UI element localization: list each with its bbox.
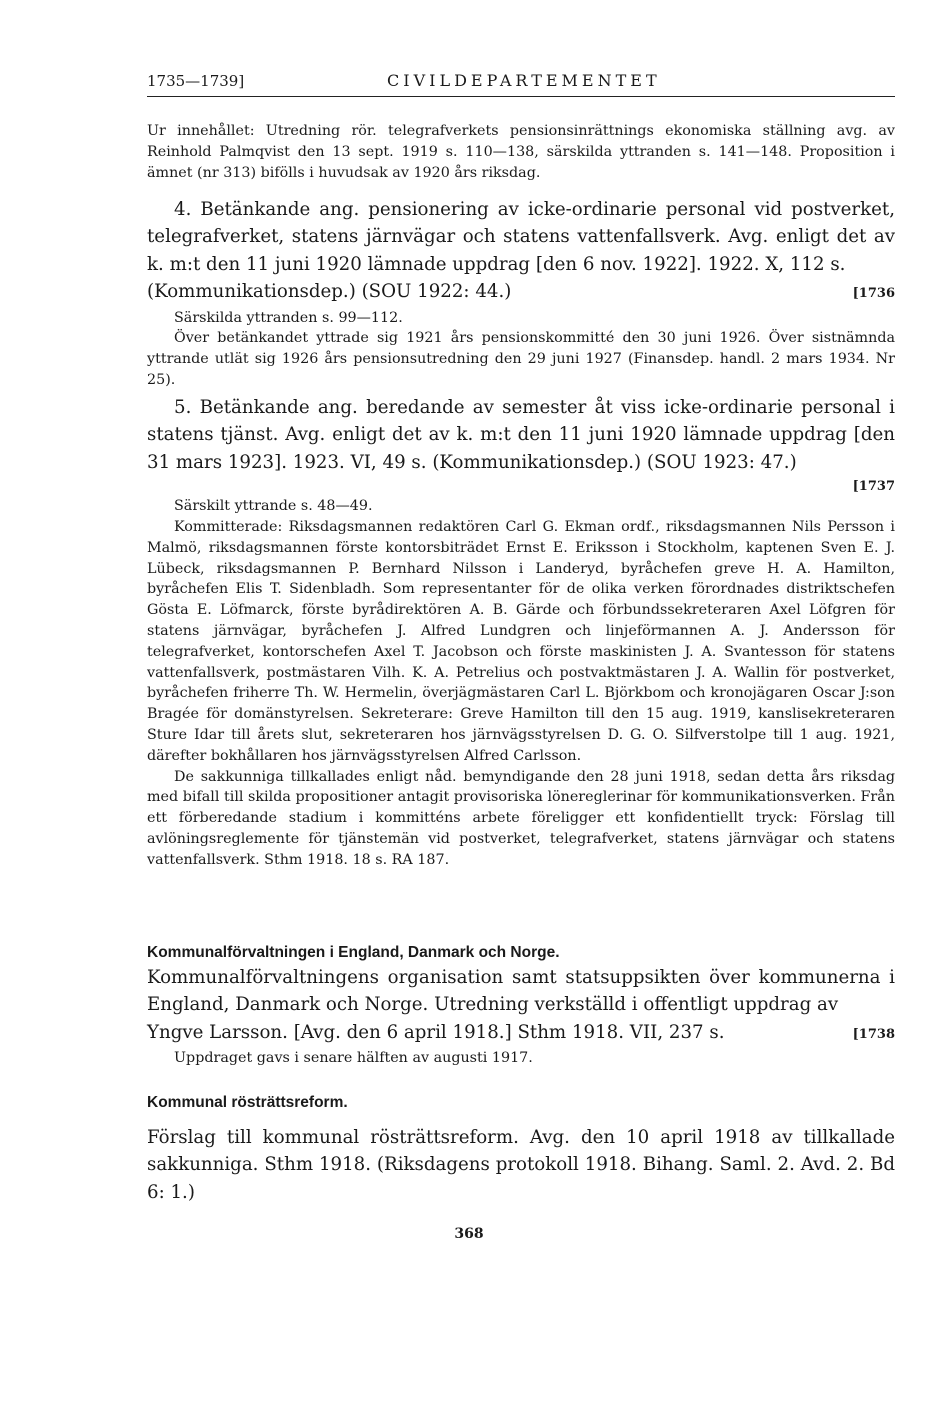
entry-5-text: 5. Betänkande ang. beredande av semester åt viss icke-ordinarie personal i statens tjänst. Avg. enligt det av k. m:t den 11 juni 1920 lämnade uppdrag [den 31 mars 1923]. 1923. VI, 49 s. (Kommunikationsdep.) (SOU 1923: 47.) bbox=[147, 397, 895, 473]
entry-4 bbox=[147, 196, 895, 391]
page-number: 368 bbox=[454, 1226, 484, 1242]
entry-4-last-row bbox=[147, 278, 895, 307]
entry-5-ref-row bbox=[147, 476, 895, 496]
intro-paragraph: Ur innehållet: Utredning rör. telegrafverkets pensionsinrättnings ekonomiska ställning avg. av Reinhold Palmqvist den 13 sept. 1919 s. 110—138, särskilda yttranden s. 141—148. Proposition i ämnet (nr 313) bifölls i huvudsak av 1920 års riksdag. bbox=[147, 123, 895, 181]
section-1-heading: Kommunalförvaltningen i England, Danmark och Norge. bbox=[147, 944, 560, 961]
entry-4-last-line: (Kommunikationsdep.) (SOU 1922: 44.) bbox=[147, 281, 512, 303]
department-title: CIVILDEPARTEMENTET bbox=[387, 71, 661, 90]
running-header bbox=[147, 71, 895, 97]
section-1 bbox=[147, 964, 895, 1069]
section-1-last-row bbox=[147, 1019, 895, 1048]
section-1-last-line: Yngve Larsson. [Avg. den 6 april 1918.] Sthm 1918. VII, 237 s. bbox=[147, 1021, 725, 1043]
entry-5-note1: Särskilt yttrande s. 48—49. bbox=[174, 498, 373, 515]
section-2-text: Förslag till kommunal rösträttsreform. Avg. den 10 april 1918 av tillkallade sakkunniga. Sthm 1918. (Riksdagens protokoll 1918. Bihang. Saml. 2. Avd. 2. Bd 6: 1.) bbox=[147, 1127, 895, 1203]
entry-5-note2: Kommitterade: Riksdagsmannen redaktören Carl G. Ekman ordf., riksdagsmannen Nils Persson i Malmö, riksdagsmannen förste kontorsbiträdet Ernst E. Eriksson i Stockholm, kaptenen Sven E. J. Lübeck, riksdagsmannen P. Bernhard Nilsson i Landeryd, byråchefen greve H. A. Hamilton, byråchefen Elis T. Sidenbladh. Som representanter för de olika verken förordnades distriktschefen Gösta E. Löfmarck, förste byrådirektören A. B. Gärde och förbundssekreteraren Axel Löfgren för statens järnvägar, byråchefen J. Alfred Lundgren och linjeförmannen A. J. Andersson för telegrafverket, kontorschefen Axel T. Jacobson och förste maskinisten J. A. Svantesson för statens vattenfallsverk, postmästaren Vilh. K. A. Petrelius och postvaktmästaren J. A. Wallin för postverket, byråchefen friherre Th. W. Hermelin, överjägmästaren Carl L. Björkbom och kronojägaren Oscar J:son Bragée för domänstyrelsen. Sekreterare: Greve Hamilton till den 15 aug. 1919, kanslisekreteraren Sture Idar till årets slut, sekreteraren hos järnvägsstyrelsen D. G. O. Silfverstolpe till 1 aug. 1921, därefter bokhållaren hos järnvägsstyrelsen Alfred Carlsson. bbox=[147, 519, 895, 764]
section-1-ref: [1738 bbox=[852, 1026, 895, 1042]
entry-5-ref: [1737 bbox=[852, 479, 895, 495]
entry-4-note2: Över betänkandet yttrade sig 1921 års pensionskommitté den 30 juni 1926. Över sistnämnda yttrande utlät sig 1926 års pensionsutredning den 29 juni 1927 (Finansdep. handl. 2 mars 1934. Nr 25). bbox=[147, 330, 895, 389]
entry-4-note1: Särskilda yttranden s. 99—112. bbox=[174, 309, 403, 326]
entry-range: 1735—1739] bbox=[147, 72, 245, 90]
entry-4-text: 4. Betänkande ang. pensionering av icke-ordinarie personal vid postverket, telegrafverket, statens järnvägar och statens vattenfallsverk. Avg. enligt det av k. m:t den 11 juni 1920 lämnade uppdrag [den 6 nov. 1922]. 1922. X, 112 s. bbox=[147, 199, 895, 275]
section-2-heading: Kommunal rösträttsreform. bbox=[147, 1094, 348, 1111]
entry-4-ref: [1736 bbox=[852, 286, 895, 302]
section-1-text: Kommunalförvaltningens organisation samt statsuppsikten över kommunerna i England, Danmark och Norge. Utredning verkställd i offentligt uppdrag av bbox=[147, 967, 895, 1016]
entry-5 bbox=[147, 394, 895, 871]
entry-5-note3: De sakkunniga tillkallades enligt nåd. bemyndigande den 28 juni 1918, sedan detta års riksdag med bifall till skilda propositioner antagit provisoriska lönereglerinar för kommunikationsverken. Från ett förberedande stadium i kommitténs arbete föreligger ett konfidentiellt tryck: Förslag till avlöningsreglemente för tjänstemän vid postverket, telegrafverket, statens järnvägar och statens vattenfallsverk. Sthm 1918. 18 s. RA 187. bbox=[147, 768, 895, 868]
section-1-note: Uppdraget gavs i senare hälften av augusti 1917. bbox=[174, 1050, 533, 1067]
